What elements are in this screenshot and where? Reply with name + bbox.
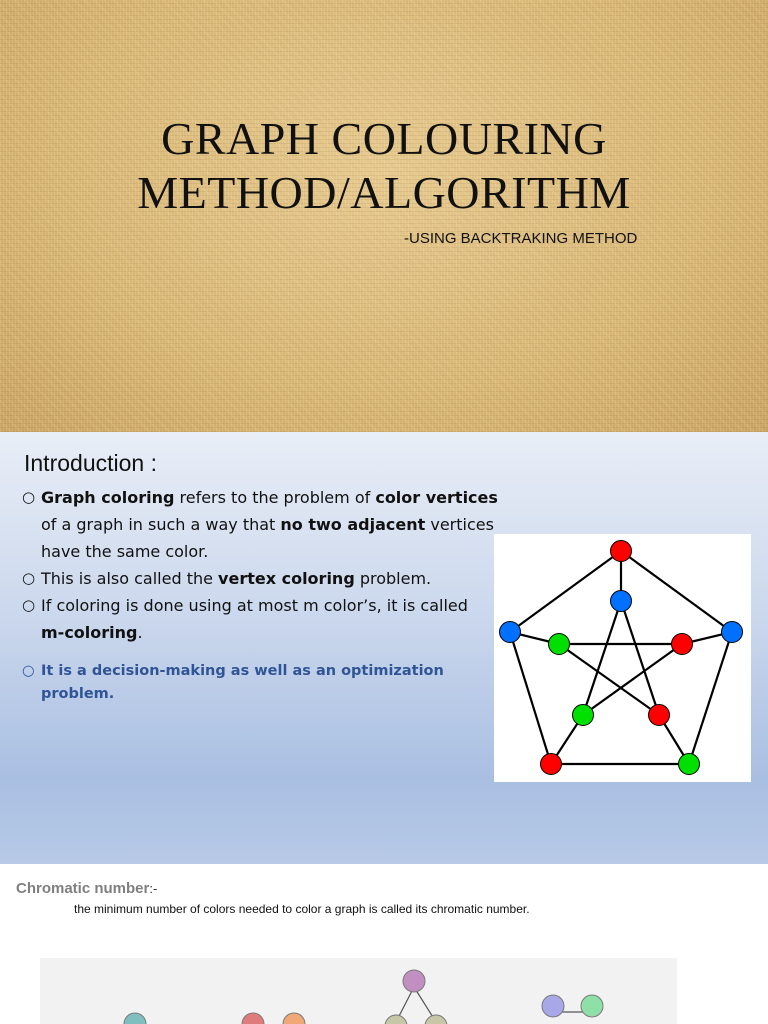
graph-edge xyxy=(559,644,659,715)
bullet-circle-icon: ○ xyxy=(22,596,36,614)
example-vertex xyxy=(283,1013,305,1024)
bullet-vertex-coloring xyxy=(22,565,542,592)
graph-edge xyxy=(583,644,682,715)
bullet2-bold: vertex coloring xyxy=(218,569,355,588)
chromatic-number-title: Chromatic number xyxy=(16,880,150,897)
bullet-circle-icon: ○ xyxy=(22,663,35,679)
example-vertex xyxy=(542,995,564,1017)
bullet-circle-icon: ○ xyxy=(22,488,36,506)
blue-vertex xyxy=(611,591,632,612)
example-vertex xyxy=(403,970,425,992)
bullet2-text-1: This is also called the xyxy=(41,569,219,588)
bullet1-text-1: refers to the problem of xyxy=(174,488,376,507)
introduction-heading: Introduction : xyxy=(24,450,157,476)
graph-edge xyxy=(689,632,732,764)
chromatic-number-definition: the minimum number of colors needed to color a graph is called its chromatic number. xyxy=(74,902,530,916)
blue-bullet-line-1: It is a decision-making as well as an optimization xyxy=(41,663,444,679)
example-vertex xyxy=(425,1015,447,1024)
bullet3-bold: m-coloring xyxy=(41,623,138,642)
graph-edge xyxy=(621,601,659,715)
bullet3-text-1: If coloring is done using at most m color’s, it is called xyxy=(41,596,468,615)
green-vertex xyxy=(549,634,570,655)
example-vertex xyxy=(385,1015,407,1024)
red-vertex xyxy=(611,541,632,562)
example-vertex xyxy=(581,995,603,1017)
graph-edge xyxy=(510,551,621,632)
bullet1-text-3: vertices xyxy=(425,515,494,534)
blue-vertex xyxy=(722,622,743,643)
introduction-slide xyxy=(0,432,768,864)
slide-subtitle: -USING BACKTRAKING METHOD xyxy=(404,230,638,247)
example-graphs xyxy=(40,958,677,1024)
graph-edge xyxy=(621,551,732,632)
petersen-graph-image xyxy=(494,534,751,782)
bullet-graph-coloring xyxy=(22,484,542,565)
bullet1-bold-1: Graph coloring xyxy=(41,488,175,507)
red-vertex xyxy=(672,634,693,655)
example-vertex xyxy=(124,1013,146,1024)
bullet3-text-2: . xyxy=(137,623,143,642)
red-vertex xyxy=(541,754,562,775)
chromatic-number-slide xyxy=(0,864,768,1024)
graph-edge xyxy=(583,601,621,715)
chromatic-number-suffix: :- xyxy=(149,881,158,896)
bullet2-text-2: problem. xyxy=(354,569,432,588)
bullet-m-coloring xyxy=(22,592,542,646)
petersen-graph xyxy=(494,534,751,782)
example-graphs-image xyxy=(40,958,677,1024)
title-line-2: METHOD/ALGORITHM xyxy=(137,167,631,218)
slide-title xyxy=(0,112,768,220)
green-vertex xyxy=(573,705,594,726)
blue-bullet-line-2: problem. xyxy=(41,686,115,702)
title-line-1: GRAPH COLOURING xyxy=(161,113,607,164)
green-vertex xyxy=(679,754,700,775)
graph-edge xyxy=(510,632,551,764)
title-slide xyxy=(0,0,768,432)
example-vertex xyxy=(242,1013,264,1024)
bullet-circle-icon: ○ xyxy=(22,569,36,587)
chromatic-number-heading xyxy=(16,880,157,897)
bullet1-text-2: of a graph in such a way that xyxy=(41,515,281,534)
bullet1-bold-2: color vertices xyxy=(375,488,498,507)
bullet-list xyxy=(22,484,542,646)
bullet1-bold-3: no two adjacent xyxy=(280,515,426,534)
bullet-decision-making xyxy=(22,660,511,706)
blue-vertex xyxy=(500,622,521,643)
red-vertex xyxy=(649,705,670,726)
bullet1-text-4: have the same color. xyxy=(41,542,209,561)
